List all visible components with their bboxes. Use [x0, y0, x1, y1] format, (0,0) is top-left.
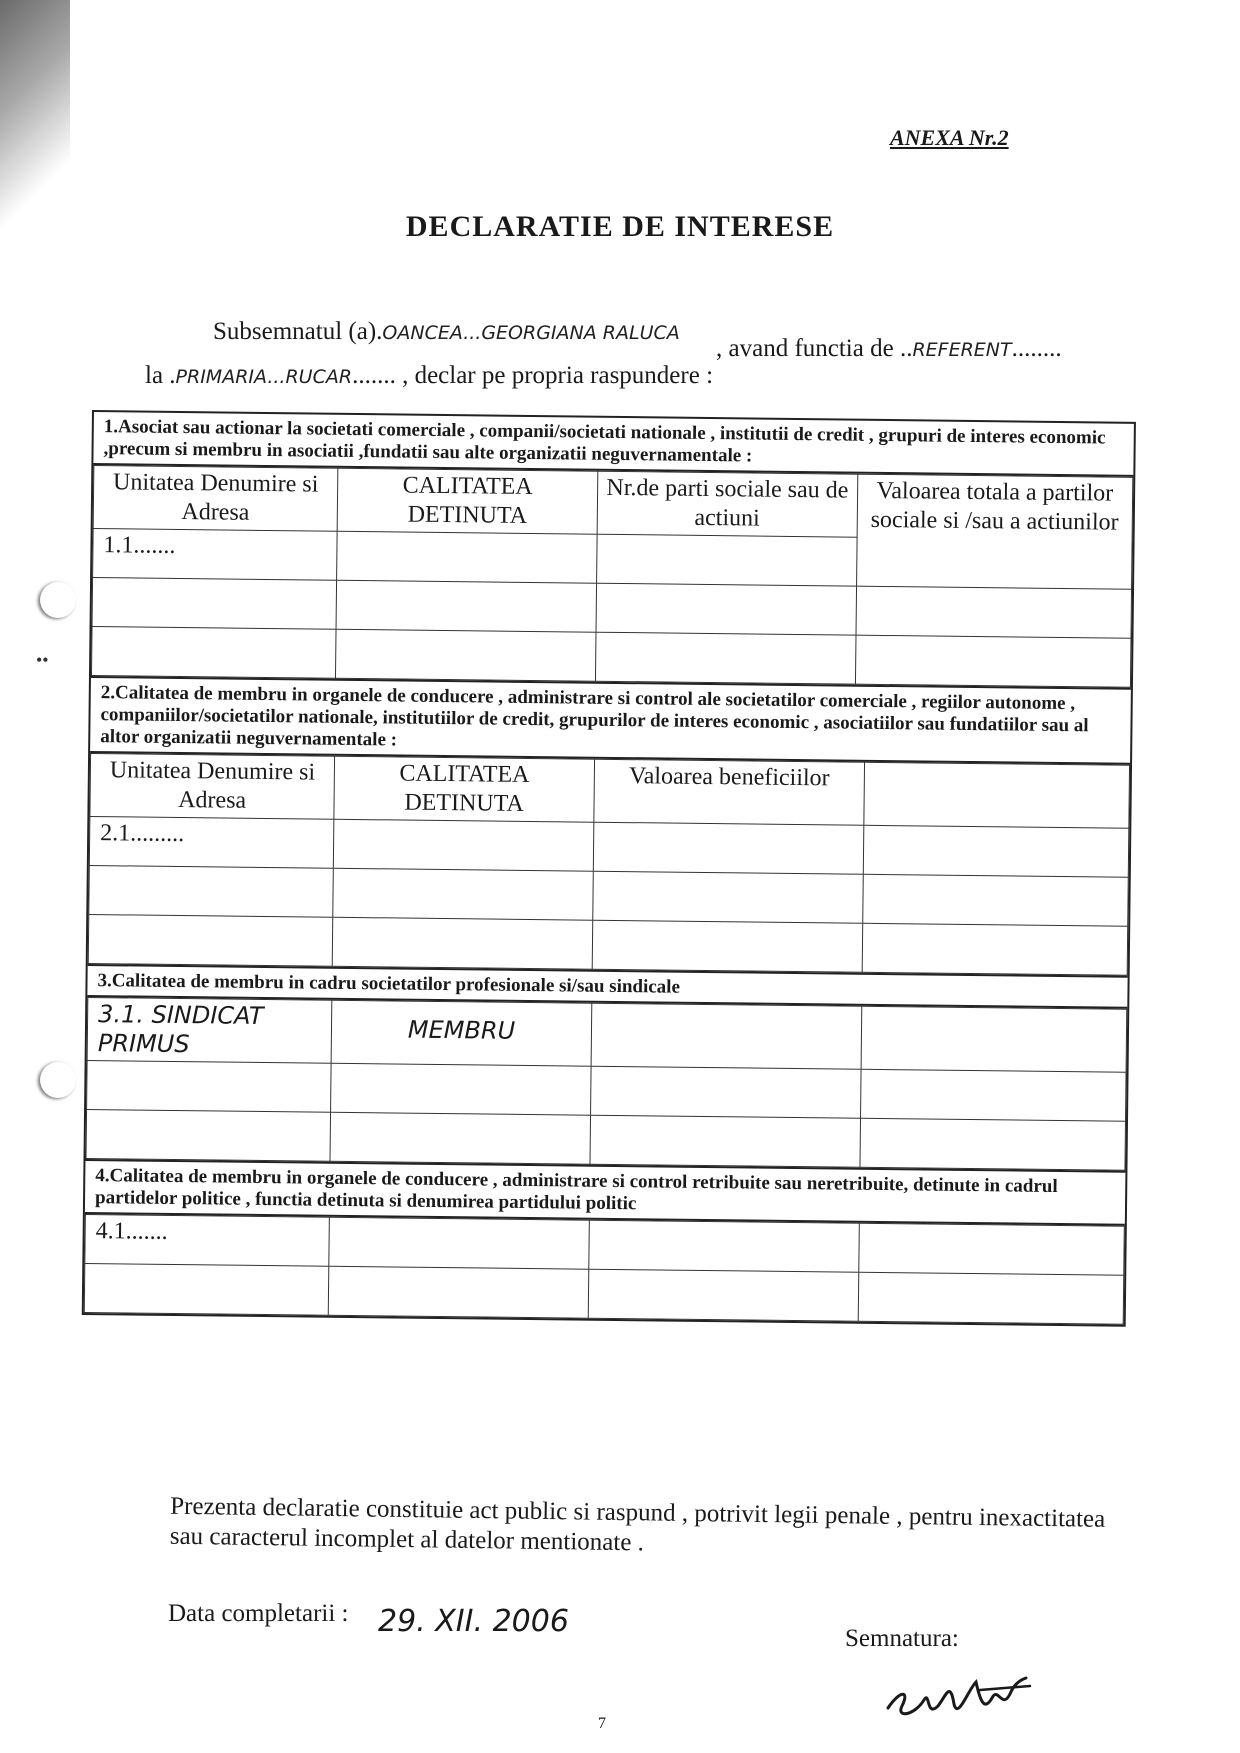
- intro-line-1b: , avand functia de ..REFERENT........: [716, 335, 1062, 362]
- table-cell: [863, 874, 1129, 926]
- row-label: 4.1.......: [85, 1214, 330, 1266]
- col-value-header: Valoarea totala a partilor sociale si /sau a actiunilor: [856, 474, 1133, 589]
- table-cell: [593, 871, 864, 923]
- declaration-form: [82, 410, 1136, 1327]
- table-cell: [590, 1066, 861, 1118]
- statement-text: Prezenta declaratie constituie act public si raspund , potrivit legii penale , pentru inexactitatea sau caracterul incomplet al datelor mentionate .: [169, 1492, 1106, 1557]
- table-cell: [88, 914, 333, 966]
- table-cell: [861, 1006, 1127, 1072]
- document-title: DECLARATIE DE INTERESE: [405, 210, 835, 243]
- table-cell: [592, 920, 863, 972]
- table-cell: [595, 632, 855, 684]
- declarant-institution: PRIMARIA...RUCAR: [175, 366, 353, 388]
- section1-header-row: [93, 466, 1133, 541]
- section4-heading: 4.Calitatea de membru in organele de conducere , administrare si control retribuite sau neretribuite, detinute in cadrul partidelor politice , functia detinuta si denumirea partidului politic: [85, 1159, 1126, 1226]
- declarant-function: REFERENT: [912, 339, 1012, 361]
- annex-label: ANEXA Nr.2: [890, 125, 1009, 150]
- table-cell: [333, 819, 593, 871]
- completion-date: 29. XII. 2006: [378, 1604, 569, 1639]
- intro-line-1: [213, 318, 680, 346]
- table-cell: [855, 635, 1131, 687]
- table-cell: [87, 1060, 332, 1112]
- punch-hole-top: [40, 582, 76, 618]
- col-unit-header: Unitatea Denumire si Adresa: [93, 466, 338, 532]
- table-cell: [596, 534, 856, 586]
- scan-dots: ••: [36, 650, 49, 670]
- subsemnatul-label: Subsemnatul (a).: [213, 318, 383, 345]
- table-cell: [89, 865, 334, 917]
- handwritten-signature: [880, 1660, 1050, 1730]
- signature-label: Semnatura:: [845, 1625, 959, 1652]
- table-cell: [596, 583, 856, 635]
- section2-header-row: [90, 754, 1130, 829]
- col-unit-header: Unitatea Denumire si Adresa: [90, 754, 335, 820]
- table-cell: [332, 917, 592, 969]
- table-cell: [336, 629, 596, 681]
- col-role-header: CALITATEA DETINUTA: [337, 468, 597, 534]
- intro-line-2: la .PRIMARIA...RUCAR....... , declar pe propria raspundere :: [145, 362, 714, 389]
- declarant-name: OANCEA...GEORGIANA RALUCA: [382, 322, 680, 344]
- row-label: 1.1.......: [93, 529, 338, 581]
- table-cell: [330, 1112, 590, 1164]
- table-cell: [860, 1118, 1126, 1170]
- table-cell: [328, 1266, 588, 1318]
- row-label: 2.1.........: [89, 817, 334, 869]
- table-cell: [593, 822, 864, 874]
- row-label-union: 3.1. SINDICAT PRIMUS: [87, 997, 332, 1063]
- la-label: la: [145, 362, 164, 389]
- table-cell: [858, 1272, 1124, 1324]
- section1-table: [91, 465, 1133, 688]
- table-cell: [331, 1063, 591, 1115]
- section3-heading: 3.Calitatea de membru in cadru societatilor profesionale si/sau sindicale: [87, 964, 1127, 1009]
- section3-table: [86, 997, 1128, 1171]
- functia-label: , avand functia de: [716, 335, 894, 362]
- table-cell: [862, 923, 1128, 975]
- section2-table: [88, 753, 1130, 976]
- union-role: MEMBRU: [331, 1000, 591, 1066]
- section2-heading: 2.Calitatea de membru in organele de conducere , administrare si control ale societatilor comerciale , regiilor autonome , companiilor/societatilor nationale, institutiilor de credit, grupurilor de interes economic , asociatiilor sau fundatiilor sau al altor organizatii neguvernamentale :: [90, 676, 1131, 765]
- legal-statement: [100, 1491, 1141, 1566]
- table-cell: [91, 627, 336, 679]
- page-number: 7: [598, 1715, 606, 1732]
- date-label: Data completarii :: [168, 1600, 349, 1627]
- table-cell: [333, 868, 593, 920]
- table-cell: [864, 762, 1130, 828]
- table-cell: [336, 580, 596, 632]
- table-cell: [863, 825, 1129, 877]
- table-cell: [590, 1115, 861, 1167]
- col-role-header: CALITATEA DETINUTA: [334, 756, 594, 822]
- punch-hole-bottom: [40, 1062, 76, 1098]
- table-cell: [92, 578, 337, 630]
- table-cell: [861, 1069, 1127, 1121]
- table-cell: [337, 531, 597, 583]
- table-cell: [86, 1109, 331, 1161]
- table-cell: [591, 1003, 862, 1069]
- declar-text: , declar pe propria raspundere :: [402, 362, 714, 389]
- section4-table: [84, 1214, 1125, 1325]
- table-cell: [329, 1217, 589, 1269]
- table-cell: [589, 1220, 860, 1272]
- col-benefits-header: Valoarea beneficiilor: [594, 759, 865, 825]
- section1-heading: 1.Asociat sau actionar la societati comerciale , companii/societati nationale , institutii de credit , grupuri de interes economic ,precum si membru in asociatii ,fundatii sau alte organizatii neguvernamentale :: [93, 412, 1134, 477]
- table-row: [87, 997, 1127, 1072]
- table-cell: [859, 1223, 1125, 1275]
- table-cell: [84, 1263, 329, 1315]
- table-cell: [588, 1269, 859, 1321]
- table-row: [84, 1263, 1123, 1324]
- table-cell: [856, 586, 1132, 638]
- col-shares-header: Nr.de parti sociale sau de actiuni: [597, 471, 857, 537]
